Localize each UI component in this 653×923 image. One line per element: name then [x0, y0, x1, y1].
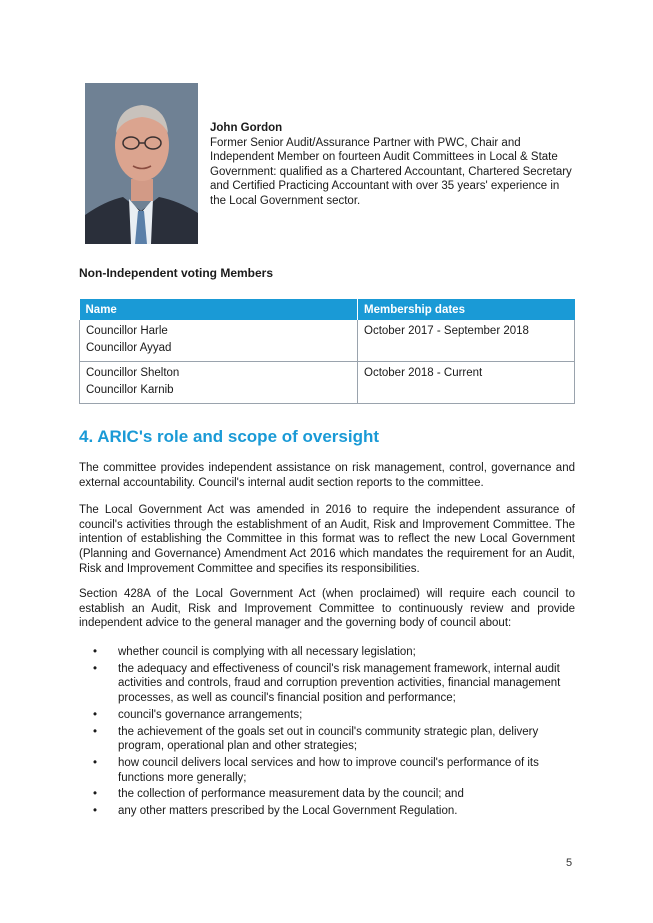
list-item-text: the adequacy and effectiveness of council's risk management framework, internal audit activities and controls, fraud and corruption prevention activities, financial management processes, as well as council's financial position and performance;	[118, 662, 561, 705]
member-names-cell	[80, 320, 358, 362]
table-row	[80, 320, 575, 362]
profile-name: John Gordon	[210, 122, 283, 134]
list-item	[79, 708, 575, 723]
bullet-icon: •	[93, 756, 98, 769]
bullet-icon: •	[93, 788, 98, 801]
bullet-icon: •	[93, 805, 98, 818]
member-name: Councillor Shelton	[86, 367, 180, 379]
bullet-icon: •	[93, 646, 98, 658]
bullet-icon: •	[93, 662, 98, 675]
paragraph-act-amendment: The Local Government Act was amended in 2016 to require the independent assurance of council's activities through the establishment of an Audit, Risk and Improvement Committee. The intention of establishing the Committee in this format was to reflect the new Local Government (Planning and Governance) Amendment Act 2016 which mandates the requirement for an Audit, Risk and Improvement Committee and specifies its responsibilities.	[79, 504, 575, 575]
column-header-dates: Membership dates	[358, 299, 575, 320]
membership-dates-cell: October 2017 - September 2018	[358, 320, 575, 362]
list-item	[79, 662, 575, 706]
profile-bio	[210, 121, 575, 209]
list-item	[79, 645, 575, 660]
member-names-cell	[80, 362, 358, 404]
bullet-icon: •	[93, 725, 98, 738]
list-item-text: how council delivers local services and how to improve council's performance of its functions more generally;	[118, 756, 539, 784]
table-header-row	[80, 299, 575, 320]
profile-description: Former Senior Audit/Assurance Partner with PWC, Chair and Independent Member on fourteen Audit Committees in Local & State Government: qualified as a Chartered Accountant, Chartered Secretary and Certified Practicing Accountant with over 35 years' experience in the Local Government sector.	[210, 136, 572, 207]
list-item-text: any other matters prescribed by the Local Government Regulation.	[118, 805, 458, 818]
membership-dates-cell: October 2018 - Current	[358, 362, 575, 404]
page-number: 5	[566, 857, 573, 869]
list-item-text: council's governance arrangements;	[118, 708, 303, 721]
member-name: Councillor Karnib	[86, 384, 174, 396]
section-heading: 4. ARIC's role and scope of oversight	[79, 427, 380, 446]
list-item	[79, 787, 575, 802]
list-item	[79, 804, 575, 819]
member-name: Councillor Ayyad	[86, 342, 172, 354]
table-row	[80, 362, 575, 404]
members-section-title: Non-Independent voting Members	[79, 266, 274, 280]
portrait-illustration	[85, 83, 198, 244]
list-item-text: whether council is complying with all necessary legislation;	[118, 646, 416, 658]
oversight-bullet-list	[79, 645, 575, 821]
members-table	[79, 299, 575, 404]
list-item	[79, 725, 575, 754]
bullet-icon: •	[93, 708, 98, 721]
list-item-text: the achievement of the goals set out in council's community strategic plan, delivery program, operational plan and other strategies;	[118, 725, 539, 753]
column-header-name: Name	[80, 299, 358, 320]
member-name: Councillor Harle	[86, 325, 168, 337]
paragraph-section-428a: Section 428A of the Local Government Act (when proclaimed) will require each council to establish an Audit, Risk and Improvement Committee to continuously review and provide independent advice to the general manager and the governing body of council about:	[79, 588, 575, 630]
list-item-text: the collection of performance measurement data by the council; and	[118, 788, 464, 801]
list-item	[79, 756, 575, 785]
portrait-photo	[85, 83, 198, 244]
paragraph-intro: The committee provides independent assistance on risk management, control, governance and external accountability. Council's internal audit section reports to the committee.	[79, 462, 575, 489]
